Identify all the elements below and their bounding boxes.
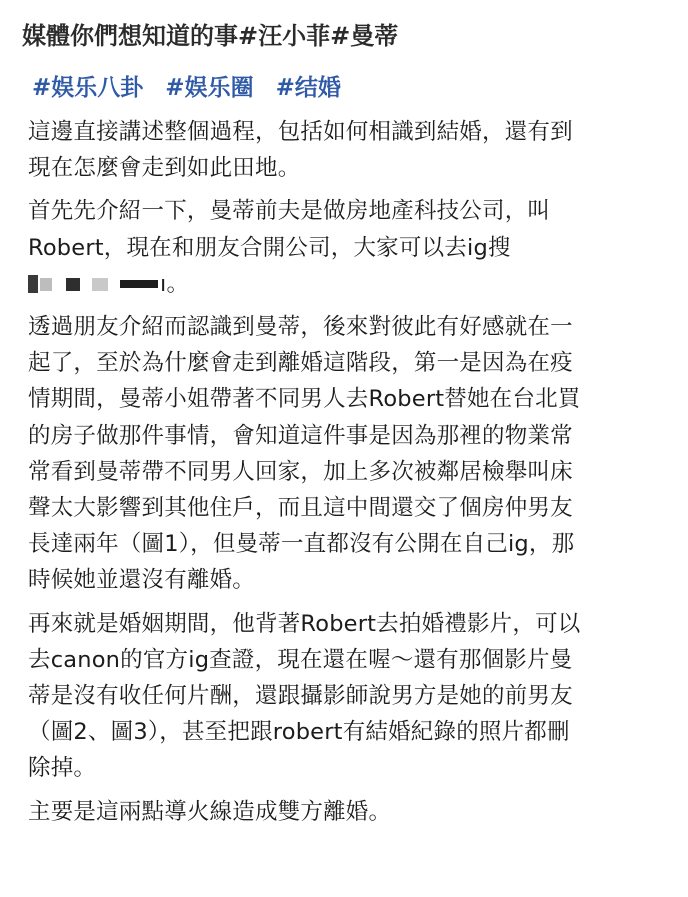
text-line: 常看到曼蒂帶不同男人回家，加上多次被鄰居檢舉叫床 [28, 458, 573, 485]
paragraph-story [28, 309, 668, 599]
paragraph-background [28, 193, 668, 302]
redacted-line [28, 266, 668, 302]
redaction-block [92, 278, 108, 291]
redaction-block [40, 278, 52, 291]
text-line: （圖2、圖3），甚至把跟robert有結婚紀錄的照片都刪 [28, 719, 570, 746]
text-line: 這邊直接講述整個過程，包括如何相識到結婚，還有到 [28, 119, 573, 145]
text-line: 長達兩年（圖1），但曼蒂一直都沒有公開在自己ig，那 [28, 531, 575, 558]
text-line: 的房子做那件事情，會知道這件事是因為那裡的物業常 [28, 422, 573, 449]
text-line: 起了，至於為什麼會走到離婚這階段，第一是因為在疫 [28, 350, 573, 377]
text-line: 時候她並還沒有離婚。 [28, 567, 256, 594]
paragraph-conclusion [28, 794, 668, 830]
text-line: 蒂是沒有收任何片酬，還跟攝影師說男方是她的前男友 [28, 683, 573, 710]
text-line: 聲太大影響到其他住戶，而且這中間還交了個房仲男友 [28, 495, 573, 522]
hashtag-link[interactable]: #娱乐八卦 [32, 75, 144, 101]
post-body [28, 114, 668, 837]
redacted-tail-text: ı。 [160, 270, 190, 297]
hashtag-link[interactable]: #结婚 [275, 75, 341, 101]
paragraph-intro [28, 114, 668, 186]
tag-list [32, 72, 355, 104]
hashtag-link[interactable]: #娱乐圈 [165, 75, 254, 101]
text-line: 去canon的官方ig查證，現在還在喔～還有那個影片曼 [28, 646, 573, 673]
redaction-block [28, 275, 38, 293]
text-line: 透過朋友介紹而認識到曼蒂，後來對彼此有好感就在一 [28, 314, 573, 341]
text-line: 情期間，曼蒂小姐帶著不同男人去Robert替她在台北買 [28, 386, 581, 413]
text-line: 再來就是婚姻期間，他背著Robert去拍婚禮影片，可以 [28, 610, 581, 637]
paragraph-marriage [28, 606, 668, 787]
redaction-block [120, 280, 158, 288]
text-line: 主要是這兩點導火線造成雙方離婚。 [28, 798, 392, 825]
text-line: 現在怎麼會走到如此田地。 [28, 155, 301, 182]
text-line: Robert，現在和朋友合開公司，大家可以去ig搜 [28, 234, 511, 261]
post-title: 媒體你們想知道的事#汪小菲#曼蒂 [22, 22, 399, 50]
text-line: 首先先介紹一下，曼蒂前夫是做房地產科技公司，叫 [28, 198, 551, 225]
text-line: 除掉。 [28, 755, 97, 782]
redaction-block [66, 278, 80, 291]
